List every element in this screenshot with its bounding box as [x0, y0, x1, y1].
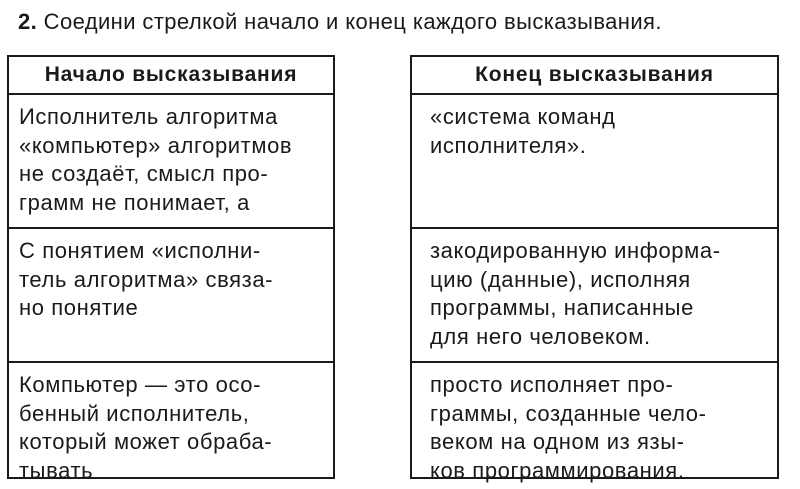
task-text: Соедини стрелкой начало и конец каждого высказывания.	[37, 9, 662, 34]
table-row[interactable]	[412, 95, 777, 229]
task-number: 2.	[18, 9, 38, 34]
start-header: Начало высказывания	[44, 63, 298, 86]
start-cell-2: С понятием «исполни- тель алгоритма» связа- но понятие	[19, 238, 274, 320]
end-cell-2: закодированную информа- цию (данные), исполняя программы, написанные для него человеком.	[430, 238, 721, 349]
table-header	[9, 57, 333, 95]
end-header: Конец высказывания	[475, 63, 714, 86]
table-row[interactable]	[9, 229, 333, 363]
end-cell-1: «система команд исполнителя».	[430, 104, 616, 158]
end-cell-3: просто исполняет про- граммы, созданные чело- веком на одном из язы- ков программирования.	[430, 372, 707, 483]
task-instruction	[18, 6, 662, 38]
statement-end-table	[410, 55, 779, 483]
table-header	[412, 57, 777, 95]
table-row[interactable]	[9, 363, 333, 483]
table-row[interactable]	[9, 95, 333, 229]
table-row[interactable]	[412, 229, 777, 363]
table-row[interactable]	[412, 363, 777, 483]
statement-start-table	[7, 55, 335, 483]
start-cell-1: Исполнитель алгоритма «компьютер» алгоритмов не создаёт, смысл про- грамм не понимает, а	[19, 104, 293, 215]
start-cell-3: Компьютер — это осо- бенный исполнитель, который может обраба- тывать	[19, 372, 273, 483]
